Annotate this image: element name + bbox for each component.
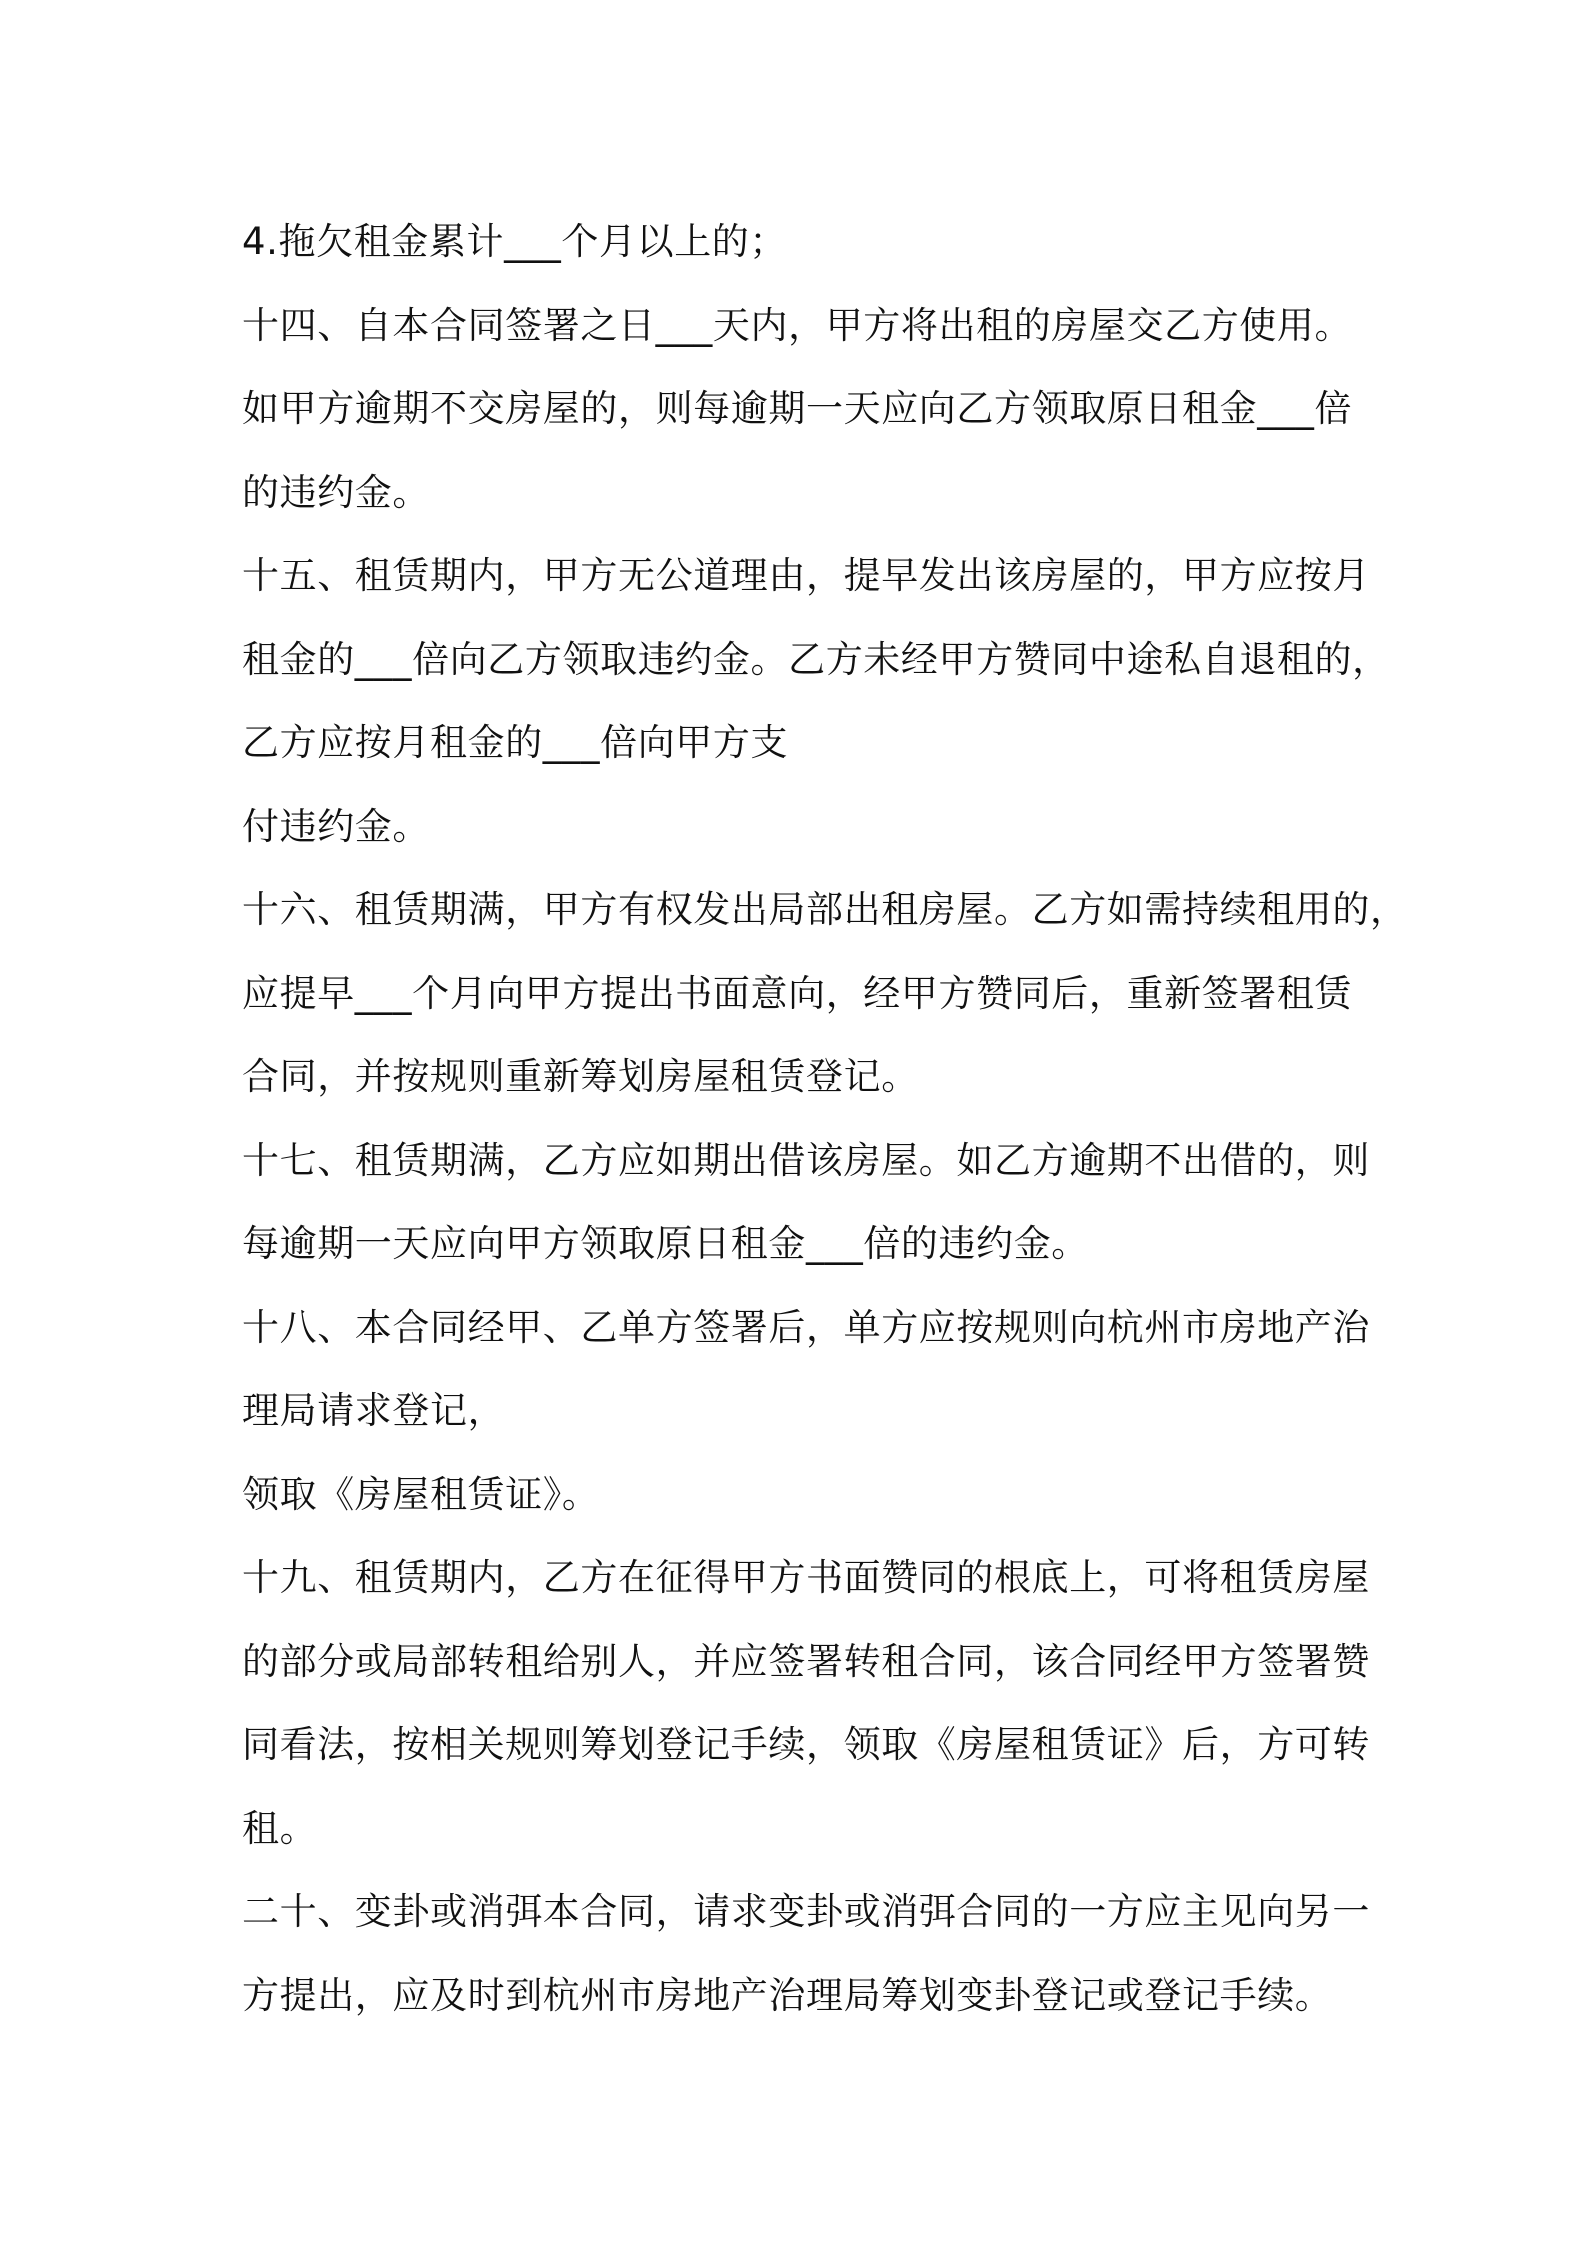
text-line: 合同，并按规则重新筹划房屋租赁登记。 [242,1055,919,1098]
text-line: 十四、自本合同签署之日___天内，甲方将出租的房屋交乙方使用。 [242,303,1353,347]
text-line: 租金的___倍向乙方领取违约金。乙方未经甲方赞同中途私自退租的， [242,637,1390,681]
text-line: 十六、租赁期满，甲方有权发出局部出租房屋。乙方如需持续租用的， [242,888,1408,931]
text-line: 二十、变卦或消弭本合同，请求变卦或消弭合同的一方应主见向另一 [242,1890,1370,1933]
contract-text [242,200,1408,2037]
text-line: 领取《房屋租赁证》。 [242,1472,600,1516]
text-line: 方提出，应及时到杭州市房地产治理局筹划变卦登记或登记手续。 [242,1973,1333,2017]
text-line: 的部分或局部转租给别人，并应签署转租合同，该合同经甲方签署赞 [242,1639,1370,1683]
text-line: 如甲方逾期不交房屋的，则每逾期一天应向乙方领取原日租金___倍 [242,387,1353,430]
text-line: 租。 [242,1806,318,1850]
text-line: 乙方应按月租金的___倍向甲方支 [242,721,789,764]
text-line: 付违约金。 [242,804,430,848]
text-line: 理局请求登记， [242,1389,506,1432]
text-line: 十五、租赁期内，甲方无公道理由，提早发出该房屋的，甲方应按月 [242,554,1370,597]
text-line: 每逾期一天应向甲方领取原日租金___倍的违约金。 [242,1222,1089,1265]
text-line: 应提早___个月向甲方提出书面意向，经甲方赞同后，重新签署租赁 [242,971,1353,1015]
text-line: 十九、租赁期内，乙方在征得甲方书面赞同的根底上，可将租赁房屋 [242,1556,1370,1599]
text-line: 同看法，按相关规则筹划登记手续，领取《房屋租赁证》后，方可转 [242,1723,1370,1766]
text-line: 4.拖欠租金累计___个月以上的； [242,220,788,263]
text-line: 的违约金。 [242,470,430,514]
text-line: 十七、租赁期满，乙方应如期出借该房屋。如乙方逾期不出借的，则 [242,1138,1370,1182]
text-line: 十八、本合同经甲、乙单方签署后，单方应按规则向杭州市房地产治 [242,1305,1370,1349]
